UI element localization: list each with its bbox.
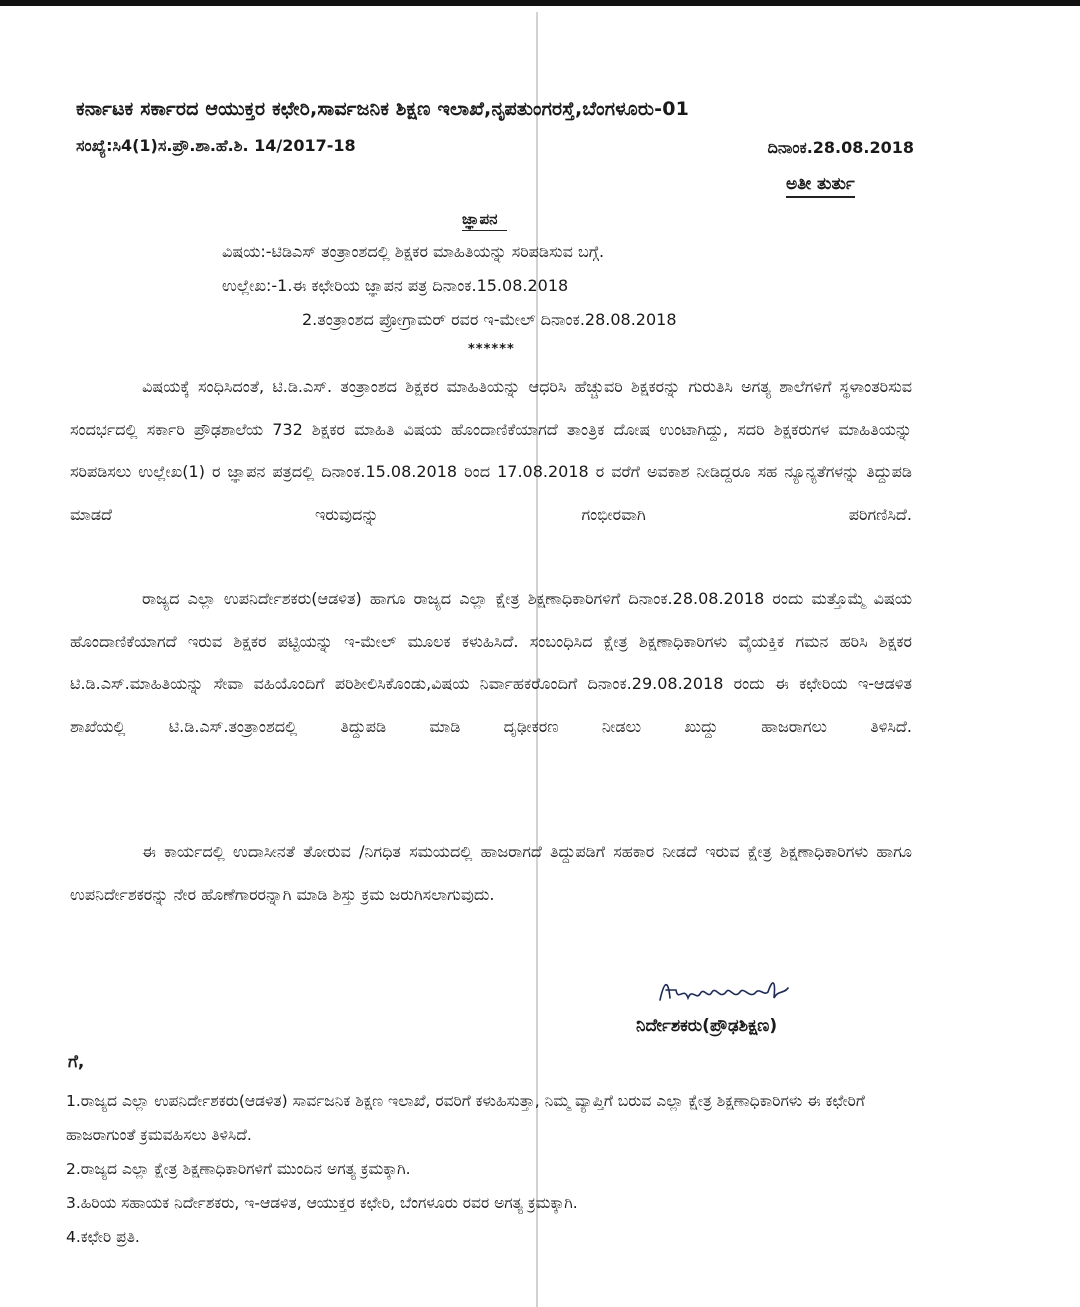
body-paragraph-3 [70,831,912,916]
recipients-heading: ಗೆ, [68,1052,85,1072]
body-paragraph-1 [70,366,912,536]
body-paragraph-2 [70,578,912,748]
distribution-item-2: 2.ರಾಜ್ಯದ ಎಲ್ಲಾ ಕ್ಷೇತ್ರ ಶಿಕ್ಷಣಾಧಿಕಾರಿಗಳಿಗೆ ಮುಂದಿನ ಅಗತ್ಯ ಕ್ರಮಕ್ಕಾಗಿ. [66,1160,411,1178]
reference-2: 2.ತಂತ್ರಾಂಶದ ಪ್ರೋಗ್ರಾಮರ್ ರವರ ಇ-ಮೇಲ್ ದಿನಾಂಕ.28.08.2018 [302,310,677,329]
document-date: ದಿನಾಂಕ.28.08.2018 [767,138,914,157]
distribution-item-3: 3.ಹಿರಿಯ ಸಹಾಯಕ ನಿರ್ದೇಶಕರು, ಇ-ಆಡಳಿತ, ಆಯುಕ್ತರ ಕಛೇರಿ, ಬೆಂಗಳೂರು ರವರ ಅಗತ್ಯ ಕ್ರಮಕ್ಕಾಗಿ. [66,1194,578,1212]
separator: ****** [468,342,515,357]
urgency-label: ಅತೀ ತುರ್ತು [786,174,855,198]
reference-number: ಸಂಖ್ಯೆ:ಸಿ4(1)ಸ.ಪ್ರೌ.ಶಾ.ಹೆ.ಶಿ. 14/2017-18 [76,136,356,155]
memo-document [0,6,1080,1301]
subject-line: ವಿಷಯ:-ಟಿಡಿಎಸ್ ತಂತ್ರಾಂಶದಲ್ಲಿ ಶಿಕ್ಷಕರ ಮಾಹಿತಿಯನ್ನು ಸರಿಪಡಿಸುವ ಬಗ್ಗೆ. [222,242,605,261]
body-paragraph-1-text: ವಿಷಯಕ್ಕೆ ಸಂಧಿಸಿದಂತೆ, ಟಿ.ಡಿ.ಎಸ್. ತಂತ್ರಾಂಶದ ಶಿಕ್ಷಕರ ಮಾಹಿತಿಯನ್ನು ಆಧರಿಸಿ ಹೆಚ್ಚುವರಿ ಶಿಕ್ಷಕರನ್ನು ಗುರುತಿಸಿ ಅಗತ್ಯ ಶಾಲೆಗಳಿಗೆ ಸ್ಥಳಾಂತರಿಸುವ ಸಂದರ್ಭದಲ್ಲಿ ಸರ್ಕಾರಿ ಪ್ರೌಢಶಾಲೆಯ 732 ಶಿಕ್ಷಕರ ಮಾಹಿತಿ ವಿಷಯ ಹೊಂದಾಣಿಕೆಯಾಗದೆ ತಾಂತ್ರಿಕ ದೋಷ ಉಂಟಾಗಿದ್ದು, ಸದರಿ ಶಿಕ್ಷಕರುಗಳ ಮಾಹಿತಿಯನ್ನು ಸರಿಪಡಿಸಲು ಉಲ್ಲೇಖ(1) ರ ಜ್ಞಾಪನ ಪತ್ರದಲ್ಲಿ ದಿನಾಂಕ.15.08.2018 ರಿಂದ 17.08.2018 ರ ವರೆಗೆ ಅವಕಾಶ ನೀಡಿದ್ದರೂ ಸಹ ನ್ಯೂನ್ಯತೆಗಳನ್ನು ತಿದ್ದುಪಡಿ ಮಾಡದೆ ಇರುವುದನ್ನು ಗಂಭೀರವಾಗಿ ಪರಿಗಣಿಸಿದೆ. [70,377,912,524]
body-paragraph-3-text: ಈ ಕಾರ್ಯದಲ್ಲಿ ಉದಾಸೀನತೆ ತೋರುವ /ನಿಗಧಿತ ಸಮಯದಲ್ಲಿ ಹಾಜರಾಗದೆ ತಿದ್ದುಪಡಿಗೆ ಸಹಕಾರ ನೀಡದೆ ಇರುವ ಕ್ಷೇತ್ರ ಶಿಕ್ಷಣಾಧಿಕಾರಿಗಳು ಹಾಗೂ ಉಪನಿರ್ದೇಶಕರನ್ನು ನೇರ ಹೊಣೆಗಾರರನ್ನಾಗಿ ಮಾಡಿ ಶಿಸ್ತು ಕ್ರಮ ಜರುಗಿಸಲಾಗುವುದು. [70,842,912,904]
handwritten-signature [654,974,814,1010]
distribution-item-1: 1.ರಾಜ್ಯದ ಎಲ್ಲಾ ಉಪನಿರ್ದೇಶಕರು(ಆಡಳಿತ) ಸಾರ್ವಜನಿಕ ಶಿಕ್ಷಣ ಇಲಾಖೆ, ರವರಿಗೆ ಕಳುಹಿಸುತ್ತಾ, ನಿಮ್ಮ ವ್ಯಾಪ್ತಿಗೆ ಬರುವ ಎಲ್ಲಾ ಕ್ಷೇತ್ರ ಶಿಕ್ಷಣಾಧಿಕಾರಿಗಳು ಈ ಕಛೇರಿಗೆ ಹಾಜರಾಗುಂತೆ ಕ್ರಮವಹಿಸಲು ತಿಳಿಸಿದೆ. [66,1092,865,1144]
office-header: ಕರ್ನಾಟಕ ಸರ್ಕಾರದ ಆಯುಕ್ತರ ಕಛೇರಿ,ಸಾರ್ವಜನಿಕ ಶಿಕ್ಷಣ ಇಲಾಖೆ,ನೃಪತುಂಗರಸ್ತೆ,ಬೆಂಗಳೂರು-01 [76,98,690,120]
memo-title: ಜ್ಞಾಪನ [462,210,507,231]
reference-1: ಉಲ್ಲೇಖ:-1.ಈ ಕಛೇರಿಯ ಜ್ಞಾಪನ ಪತ್ರ ದಿನಾಂಕ.15.08.2018 [222,276,569,295]
signatory-designation: ನಿರ್ದೇಶಕರು(ಪ್ರೌಢಶಿಕ್ಷಣ) [636,1016,778,1036]
distribution-item-4: 4.ಕಛೇರಿ ಪ್ರತಿ. [66,1228,140,1246]
body-paragraph-2-text: ರಾಜ್ಯದ ಎಲ್ಲಾ ಉಪನಿರ್ದೇಶಕರು(ಆಡಳಿತ) ಹಾಗೂ ರಾಜ್ಯದ ಎಲ್ಲಾ ಕ್ಷೇತ್ರ ಶಿಕ್ಷಣಾಧಿಕಾರಿಗಳಿಗೆ ದಿನಾಂಕ.28.08.2018 ರಂದು ಮತ್ತೊಮ್ಮೆ ವಿಷಯ ಹೊಂದಾಣಿಕೆಯಾಗದೆ ಇರುವ ಶಿಕ್ಷಕರ ಪಟ್ಟಿಯನ್ನು ಇ-ಮೇಲ್ ಮೂಲಕ ಕಳುಹಿಸಿದೆ. ಸಂಬಂಧಿಸಿದ ಕ್ಷೇತ್ರ ಶಿಕ್ಷಣಾಧಿಕಾರಿಗಳು ವೈಯಕ್ತಿಕ ಗಮನ ಹರಿಸಿ ಶಿಕ್ಷಕರ ಟಿ.ಡಿ.ಎಸ್.ಮಾಹಿತಿಯನ್ನು ಸೇವಾ ವಹಿಯೊಂದಿಗೆ ಪರಿಶೀಲಿಸಿಕೊಂಡು,ವಿಷಯ ನಿರ್ವಾಹಕರೊಂದಿಗೆ ದಿನಾಂಕ.29.08.2018 ರಂದು ಈ ಕಛೇರಿಯ ಇ-ಆಡಳಿತ ಶಾಖೆಯಲ್ಲಿ ಟಿ.ಡಿ.ಎಸ್.ತಂತ್ರಾಂಶದಲ್ಲಿ ತಿದ್ದುಪಡಿ ಮಾಡಿ ದೃಢೀಕರಣ ನೀಡಲು ಖುದ್ದು ಹಾಜರಾಗಲು ತಿಳಿಸಿದೆ. [70,589,912,736]
